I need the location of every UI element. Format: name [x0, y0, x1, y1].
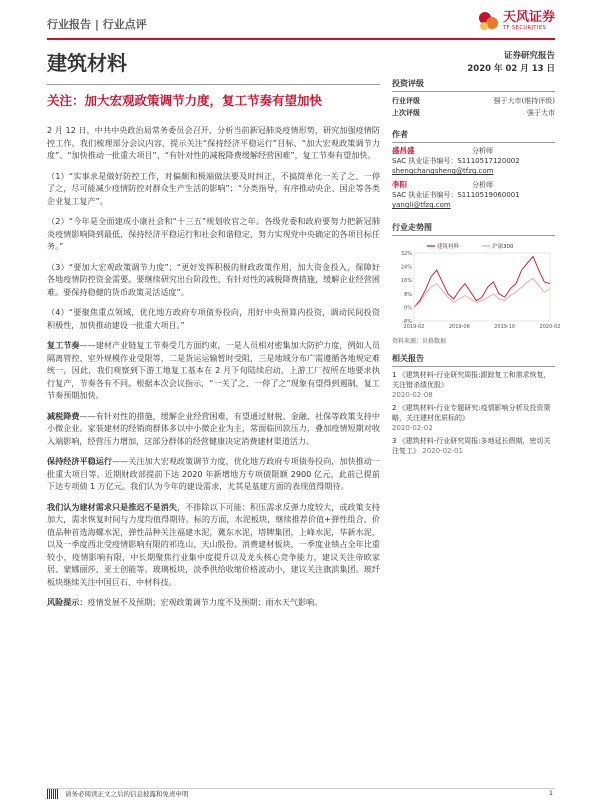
logo-en: TF SECURITIES [502, 25, 547, 31]
company-logo [477, 10, 555, 32]
sidebar [392, 78, 561, 459]
rating-row [392, 107, 555, 119]
chart-source: 资料来源：贝格数据 [392, 338, 447, 345]
paragraph-lead: 减税降费 [47, 410, 80, 421]
analyst-name: 李阳 [392, 180, 407, 189]
analyst-cert: SAC 执业证书编号：S1110519060001 [392, 191, 520, 199]
y-tick-label: 24% [400, 264, 412, 271]
chart-frame [414, 253, 550, 321]
report-type: 行业报告 | 行业点评 [47, 18, 147, 31]
y-tick-label: 8% [404, 291, 412, 298]
paragraph-text: ——建材产业链复工节奏受几方面约束，一是人员相对密集加大防护力度，例如人员隔离管控、室外规模作业受限等，二是货运运输暂时受阻，三是地域分布广需遵循各地规定难统一，因此，我们观察到下游工地复工基本在 2 月下旬陆续启动，上游工厂按所在地要求执行复产，节奏各有不同。根据本次会议指示，“一关了之、一停了之”现象有望得到遏制，复工节奏预期加快。 [47, 340, 380, 400]
report-body [47, 124, 380, 617]
qr-code-icon [47, 789, 59, 799]
analyst-card [392, 146, 555, 176]
related-title: 1 《建筑材料-行业研究周报:跟踪复工和需求恢复，关注错杀绩优股》 [392, 371, 551, 389]
analyst-name: 盛昌盛 [392, 146, 415, 155]
series-line-1 [414, 256, 550, 307]
quote-paragraph: （2）“今年是全面建成小康社会和“十三五”规划收官之年。各级党委和政府要努力把新冠肺炎疫情影响降到最低，保持经济平稳运行和社会和谐稳定，努力实现党中央确定的各项目标任务。” [47, 216, 380, 251]
related-report[interactable] [392, 436, 555, 456]
paragraph-lead: 我们认为建材需求只是推迟不是消失 [47, 501, 177, 512]
paragraph-lead: 保持经济平稳运行 [47, 456, 112, 466]
related-date: 2020-02-08 [392, 391, 433, 399]
related-report[interactable] [392, 403, 555, 433]
rating-key: 上次评级 [392, 109, 420, 117]
chart-head: 行业走势图 [392, 222, 555, 236]
related-title: 2 《建筑材料-行业专题研究:疫情影响分析及投资策略，关注建材优质标的》 [392, 404, 551, 422]
page-number: 1 [548, 789, 553, 797]
analyst-email-link[interactable]: shengchangsheng@tfzq.com [392, 167, 494, 175]
analysis-paragraph [47, 455, 380, 493]
quote-paragraph: （4）“要聚焦重点领域，优化地方政府专项债券投向，用好中央预算内投资，调动民间投资积极性，加快推动建设一批重大项目。” [47, 307, 380, 330]
report-meta [467, 50, 555, 76]
x-tick-label: 2019-10 [494, 324, 516, 330]
rating-value: 强于大市(维持评级) [493, 97, 555, 105]
analyst-email-link[interactable]: yangli@tfzq.com [392, 201, 451, 209]
quote-paragraph: （1）“实事求是做好防控工作，对偏颇和极端做法要及时纠正，不搞简单化一关了之、一停了之，尽可能减少疫情防控对群众生产生活的影响”；“分类指导，有序推动央企、国企等各类企业复工复产”。 [47, 170, 380, 206]
related-title: 3 《建筑材料-行业研究周报:多地延长假期，密切关注复工》 [392, 437, 551, 455]
summary-paragraph: 2 月 12 日，中共中央政治局常务委员会召开，分析当前新冠肺炎疫情形势，研究加强疫情防控工作。我们梳理部分会议内容，提示关注“保持经济平稳运行”目标、“加大宏观政策调节力度”、“加快推动一批重大项目”、“有针对性的减税降费缓解经营困难”，复工节奏有望加快。 [47, 125, 380, 160]
rating-row [392, 95, 555, 107]
analyst-card [392, 180, 555, 210]
related-date: 2020-02-02 [392, 424, 433, 432]
analysis-paragraph [47, 501, 380, 589]
paragraph-text: ——有针对性的措施，缓解企业经营困难，有望通过财税、金融、社保等政策支持中小微企业。家装建材的经销商群体多以中小微企业为主，常面临回款压力，叠加疫情短期对收入端影响，经营压力增加，这部分群体的经营健康决定消费建材渠道活力。 [47, 410, 380, 446]
rating-key: 行业评级 [392, 97, 420, 105]
legend-label: 建筑材料 [437, 244, 460, 250]
paragraph-text: 疫情发展不及预期；宏观政策调节力度不及预期；雨水天气影响。 [87, 597, 323, 607]
paragraph-text: ，不排除以下可能：积压需求反弹力度较大，或政策支持加大，需求恢复时间与力度均值得期待。标的方面，水泥板块，继续推荐价值+弹性组合，价值品种首选海螺水泥，弹性品种关注福建水泥，冀东水泥，塔牌集团，上峰水泥，华新水泥，以及一季度西北受疫情影响有限的祁连山、天山股份。消费建材板块，一季度业绩占全年比重较小，疫情影响有限，中长期聚焦行业集中度提升以及龙头核心竞争能力，建议关注帝欧家居、蒙娜丽莎、亚士创能等。玻璃板块，淡季供给收缩价格波动小，建议关注旗滨集团。玻纤板块继续关注中国巨石、中材科技。 [47, 501, 380, 587]
x-tick-label: 2020-02 [539, 324, 561, 330]
analyst-cert: SAC 执业证书编号：S1110517120002 [392, 157, 520, 165]
related-head: 相关报告 [392, 353, 555, 367]
top-bar [47, 10, 555, 40]
analysis-paragraph [47, 339, 380, 402]
paragraph-text: ——关注加大宏观政策调节力度，优化地方政府专项债券投向，加快推动一批重大项目等。近期财政部提前下达 2020 年新增地方专项债限额 2900 亿元，此前已提前下达专项债 1 万亿元。我们认为今年的建设需求，尤其是基建方面的表现值得期待。 [47, 456, 380, 491]
risk-paragraph [47, 596, 380, 609]
industry-trend-chart [392, 239, 561, 334]
report-subtitle: 关注：加大宏观政策调节力度，复工节奏有望加快 [47, 93, 323, 108]
rating-value: 强于大市 [527, 109, 555, 117]
y-tick-label: 32% [400, 251, 412, 257]
header-divider [47, 38, 555, 40]
related-date: 2020-02-01 [422, 447, 463, 455]
related-report[interactable] [392, 370, 555, 400]
report-label: 证券研究报告 [503, 51, 555, 61]
series-line-2 [414, 279, 550, 308]
y-tick-label: -8% [402, 319, 412, 325]
title-divider [47, 84, 380, 85]
paragraph-lead: 风险提示： [47, 597, 88, 607]
analyst-role: 分析师 [472, 181, 493, 189]
logo-mark-icon [477, 10, 499, 32]
page-title: 建筑材料 [47, 51, 127, 75]
footer-disclaimer: 请务必阅读正文之后的信息披露和免责申明 [65, 790, 189, 798]
rating-head: 投资评级 [392, 78, 555, 92]
report-date: 2020 年 02 月 13 日 [467, 64, 555, 74]
quote-paragraph: （3）“要加大宏观政策调节力度”；“更好发挥积极的财政政策作用，加大资金投入，保障好各地疫情防控资金需要。要继续研究出台阶段性、有针对性的减税降费措施，缓解企业经营困难。要保持稳健的货币政策灵活适度”。 [47, 261, 380, 297]
logo-cn: 天风证券 [502, 10, 555, 25]
analyst-role: 分析师 [472, 147, 493, 155]
authors-head: 作者 [392, 129, 555, 143]
paragraph-lead: 复工节奏 [47, 340, 80, 350]
legend-label: 沪深300 [492, 244, 514, 250]
analysis-paragraph [47, 410, 380, 448]
x-tick-label: 2019-06 [448, 324, 470, 330]
x-tick-label: 2019-02 [403, 324, 425, 330]
y-tick-label: 16% [400, 278, 412, 285]
trend-chart-svg [392, 239, 561, 334]
y-tick-label: 0% [404, 305, 412, 312]
